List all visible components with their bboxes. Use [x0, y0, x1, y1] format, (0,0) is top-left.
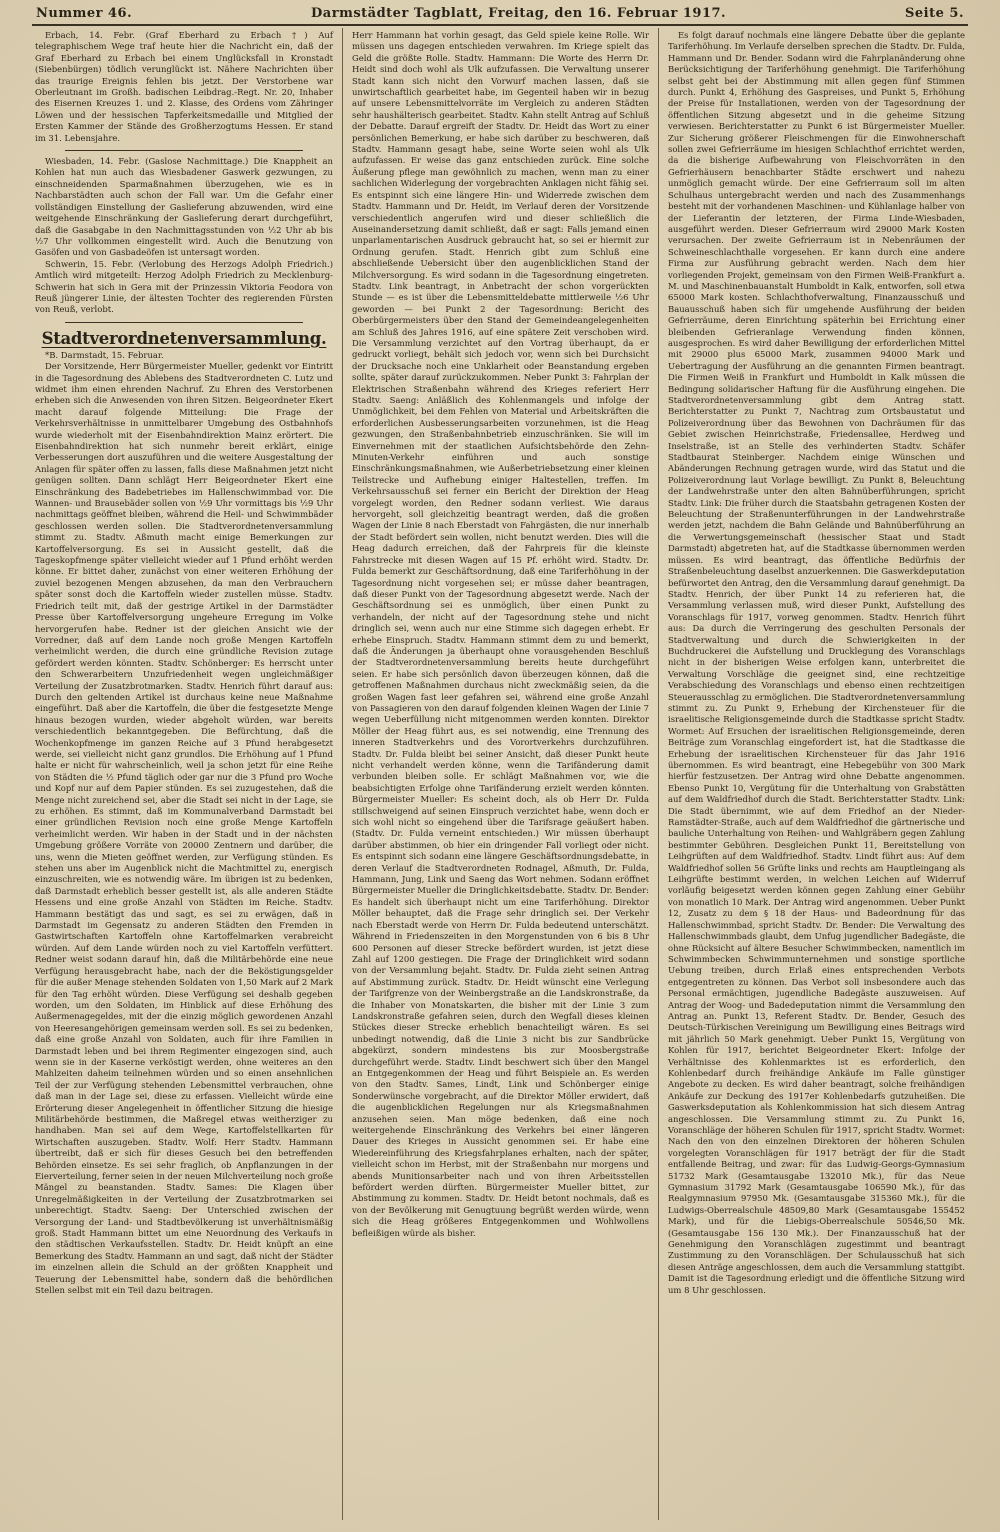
article-wiesbaden: Wiesbaden, 14. Febr. (Gaslose Nachmittage.) Die Knappheit an Kohlen hat nun auch das Wiesbadener Gaswerk gezwungen, zu einschneidenden Sparmaßnahmen überzugehen, wie es in Nachbarstädten auch schon der Fall war. Um die Gefahr einer vollständigen Einstellung der Gaslieferung abzuwenden, wird eine weitgehende Einschränkung der Gaslieferung derart durchgeführt, daß die Gasabgabe in den Nachmittagsstunden von ½2 Uhr ab bis ½7 Uhr vollkommen eingestellt wird. Auch die Benutzung von Gasöfen und von Gasbadeöfen ist untersagt worden. — [35, 156, 333, 258]
page-number: Seite 5. — [905, 6, 964, 21]
page-header — [32, 6, 968, 26]
article-schwerin: Schwerin, 15. Febr. (Verlobung des Herzogs Adolph Friedrich.) Amtlich wird mitgeteilt: Herzog Adolph Friedrich zu Mecklenburg-Schwerin hat sich in Gera mit der Prinzessin Viktoria Feodora von Reuß jüngerer Linie, der ältesten Tochter des regierenden Fürsten von Reuß, verlobt. — [35, 258, 333, 315]
assembly-report-part-1: Der Vorsitzende, Herr Bürgermeister Mueller, gedenkt vor Eintritt in die Tagesordnung des Ablebens des Stadtverordneten C. Lutz und widmet ihm einen ehrenden Nachruf. Zu Ehren des Verstorbenen erheben sich die Anwesenden von ihren Sitzen. Beigeordneter Ekert macht darauf folgende Mitteilung: Die Frage der Verkehrsverhältnisse in unmittelbarer Umgebung des Ostbahnhofs wurde wiederholt mit der Eisenbahndirektion Mainz erörtert. Die Eisenbahndirektion hat sich nunmehr bereit erklärt, einige Verbesserungen dort auszuführen und die weitere Ausgestaltung der Anlagen für später offen zu lassen, falls diese Maßnahmen jetzt nicht genügen sollten. Dann schlägt Herr Beigeordneter Ekert eine Einschränkung des Badebetriebes im Hallenschwimmbad vor. Die Wannen- und Brausebäder sollen von ½9 Uhr vormittags bis ½9 Uhr nachmittags geöffnet bleiben, während die Heil- und Schwimmbäder geschlossen werden sollen. Die Stadtverordnetenversammlung stimmt zu. Stadtv. Aßmuth macht einige Bemerkungen zur Kartoffelversorgung. Es sei in Aussicht gestellt, daß die Tageskopfmenge später vielleicht wieder auf 1 Pfund erhöht werden könne. Er bittet daher, zunächst von einer weiteren Erhöhung der zuviel bezogenen Mengen abzusehen, da man den Verbrauchern später sonst doch die Kartoffeln wieder zustellen müsse. Stadtv. Friedrich teilt mit, daß der gestrige Artikel in der Darmstädter Presse über Kartoffelversorgung ungeheure Erregung im Volke hervorgerufen habe. Redner ist der gleichen Ansicht wie der Vorredner, daß auf dem Lande noch große Mengen Kartoffeln verheimlicht werden, die durch eine gründliche Revision zutage gefördert werden könnten. Stadtv. Schönberger: Es herrscht unter den Schwerarbeitern Unzufriedenheit wegen ungleichmäßiger Verteilung der Zusatzbrotmarken. Stadtv. Henrich führt darauf aus: Durch den geltenden Artikel ist durchaus keine neue Maßnahme eingeführt. Daß aber die Kartoffeln, die über die festgesetzte Menge hinaus bezogen wurden, wieder abgeholt würden, war bereits verschiedentlich bekanntgegeben. Die Befürchtung, daß die Wochenkopfmenge im ganzen Reiche auf 3 Pfund herabgesetzt werde, sei vielleicht nicht ganz grundlos. Die Erhöhung auf 1 Pfund halte er nicht für wahrscheinlich, weil ja schon jetzt für eine Reihe von Städten die ½ Pfund täglich oder gar nur die 3 Pfund pro Woche und Kopf nur auf dem Papier stünden. Es sei zuzugestehen, daß die Menge nicht zureichend sei, aber die Stadt sei nicht in der Lage, sie zu erhöhen. Es stimmt, daß im Kommunalverband Darmstadt bei einer gründlichen Revision noch eine große Menge Kartoffeln verheimlicht werden. Wir haben in der Stadt und in der nächsten Umgebung größere Vorräte von 20000 Zentnern und darüber, die uns, wenn die Mieten geöffnet werden, zur Verfügung stünden. Es stehen uns aber im Augenblick nicht die Machtmittel zu, energisch einzuschreiten, wie es notwendig wäre. Im übrigen ist zu bedenken, daß Darmstadt erheblich besser gestellt ist, als alle anderen Städte Hessens und eine große Anzahl von Städten im Reiche. Stadtv. Hammann bestätigt das und sagt, es sei zu erwägen, daß in Darmstadt im Gegensatz zu anderen Städten den Fremden in Gastwirtschaften Kartoffeln ohne Kartoffelmarken verabreicht würden. Auf dem Lande würden noch zu viel Kartoffeln verfüttert. Redner weist sodann darauf hin, daß die Militärbehörde eine neue Verfügung herausgebracht habe, nach der die Beköstigungsgelder für die außer Menage stehenden Soldaten von 1,50 Mark auf 2 Mark für den Tag erhöht würden. Diese Verfügung sei deshalb gegeben worden, um den Soldaten, im Hinblick auf diese Erhöhung des Außermenagegeldes, mit der die einzig möglich gewordenen Anzahl von Heeresangehörigen gemeinsam werden soll. Es sei zu bedenken, daß eine große Anzahl von Soldaten, auch für ihre Familien in Darmstadt leben und bei ihrem Regimenter eingezogen sind, auch wenn sie in der Kaserne verköstigt werden, ohne weiteres an den Mahlzeiten daheim teilnehmen würden und so einen ansehnlichen Teil der zur Verfügung stehenden Lebensmittel verbrauchen, ohne daß man in der Lage sei, diese zu erfassen. Vielleicht würde eine Erörterung dieser Angelegenheit in öffentlicher Sitzung die hiesige Militärbehörde bestimmen, die Maßregel etwas weitherziger zu handhaben. Man sei auf dem Wege, Kartoffelstellkarten für Wirtschaften auszugeben. Stadtv. Wolf: Herr Stadtv. Hammann übertreibt, daß er sich für dieses Gesuch bei den betreffenden Behörden einsetze. Es sei sehr fraglich, ob Anpflanzungen in der Eierverteilung, ferner seien in der neuen Milchverteilung noch große Mängel zu beanstanden. Stadtv. Sames: Die Klagen über Unregelmäßigkeiten in der Verteilung der Zusatzbrotmarken sei unberechtigt. Stadtv. Saeng: Der Unterschied zwischen der Versorgung der Land- und Stadtbevölkerung ist unverhältnismäßig groß. Stadt Hammann bittet um eine Neuordnung des Verkaufs in den städtischen Verkaufsstellen. Stadtv. Dr. Heidt knüpft an eine Bemerkung des Stadtv. Hammann an und sagt, daß nicht der Städter im einzelnen allein die Schuld an der größten Knappheit und Teuerung der Lebensmittel habe, sondern daß die behördlichen Stellen selbst mit ein Teil dazu beitragen. — [35, 361, 333, 1296]
article-columns — [26, 28, 974, 1520]
divider — [65, 150, 303, 151]
newspaper-title-date: Darmstädter Tagblatt, Freitag, den 16. Februar 1917. — [311, 6, 727, 21]
dateline: *B. Darmstadt, 15. Februar. — [45, 349, 164, 360]
issue-number: Nummer 46. — [36, 6, 133, 21]
article-erbach: Erbach, 14. Febr. (Graf Eberhard zu Erbach †) Auf telegraphischem Wege traf heute hier die Nachricht ein, daß der Graf Eberhard zu Erbach bei einem Unglücksfall in Kronstadt (Siebenbürgen) tödlich verunglückt ist. Nähere Nachrichten über das traurige Ereignis fehlen bis jetzt. Der Verstorbene war Oberleutnant im Großh. badischen Leibdrag.-Regt. Nr. 20, Inhaber des Eisernen Kreuzes 1. und 2. Klasse, des Ordens vom Zähringer Löwen und der hessischen Tapferkeitsmedaille und Mitglied der Ersten Kammer der Stände des Großherzogtums Hessen. Er stand im 31. Lebensjahre. — [35, 30, 333, 143]
assembly-report-part-2: Herr Hammann hat vorhin gesagt, das Geld spiele keine Rolle. Wir müssen uns dagegen entschieden verwahren. Im Kriege spielt das Geld die größte Rolle. Stadtv. Hammann: Die Worte des Herrn Dr. Heidt sind doch wohl als Ulk aufzufassen. Die Verwaltung unserer Stadt kann sich nicht den Vorwurf machen lassen, daß sie unwirtschaftlich gearbeitet habe, im Gegenteil haben wir in bezug auf unsere Lebensmittelvorräte im Vergleich zu anderen Städten sehr haushälterisch gearbeitet. Stadtv. Kahn stellt Antrag auf Schluß der Debatte. Darauf ergreift der Stadtv. Dr. Heidt das Wort zu einer persönlichen Bemerkung, er habe sich darüber zu beschweren, daß Stadtv. Hammann gesagt habe, seine Worte seien wohl als Ulk aufzufassen. Er weise das ganz entschieden zurück. Eine solche Äußerung pflege man gewöhnlich zu machen, wenn man zu einer sachlichen Widerlegung der vorgebrachten Anklagen nicht fähig sei. Es entspinnt sich eine längere Hin- und Widerrede zwischen dem Stadtv. Hammann und Dr. Heidt, im Verlauf deren der Vorsitzende verschiedentlich angerufen wird und dieser schließlich die Auseinandersetzung damit schließt, daß er sagt: Falls jemand einen unparlamentarischen Ausdruck gebraucht hat, so sei er hiermit zur Ordnung gerufen. Stadt. Henrich gibt zum Schluß eine abschließende Uebersicht über den augenblicklichen Stand der Milchversorgung. Es wird sodann in die Tagesordnung eingetreten. Stadtv. Link beantragt, in Anbetracht der schon vorgerückten Stunde — es ist über die Lebensmitteldebatte mittlerweile ½6 Uhr geworden — bei Punkt 2 der Tagesordnung: Bericht des Oberbürgermeisters über den Stand der Gemeindeangelegenheiten am Schluß des Jahres 1916, auf eine spätere Zeit verschoben wird. Die Versammlung verzichtet auf den Vortrag überhaupt, da er gedruckt vorliegt, behält sich jedoch vor, wenn sich bei Durchsicht der Drucksache noch eine Unklarheit oder Beanstandung ergeben sollte, später darauf zurückzukommen. Neber Punkt 3: Fahrplan der Elektrischen Straßenbahn während des Krieges referiert Herr Stadtv. Saeng: Anläßlich des Kohlenmangels und infolge der Unmöglichkeit, bei dem Fehlen von Material und Arbeitskräften die erforderlichen Ausbesserungsarbeiten vorzunehmen, ist die Heag gezwungen, den Straßenbahnbetrieb einzuschränken. Sie will im Einvernehmen mit der staatlichen Aufsichtsbehörde den Zehn-Minuten-Verkehr einführen und auch sonstige Einschränkungsmaßnahmen, wie Außerbetriebsetzung einer kleinen Teilstrecke und Aufhebung einiger Haltestellen, treffen. Im Verkehrsausschuß sei ferner ein Bericht der Direktion der Heag vorgelegt worden, den Redner sodann verliest. Wie daraus hervorgeht, soll gleichzeitig beantragt werden, daß die großen Wagen der Linie 8 nach Eberstadt von Fahrgästen, die nur innerhalb der Stadt befördert sein wollen, nicht benutzt werden. Dies will die Heag dadurch erreichen, daß der Fahrpreis für die kleinste Fahrstrecke mit diesen Wagen auf 15 Pf. erhöht wird. Stadtv. Dr. Fulda bemerkt zur Geschäftsordnung, daß eine Tariferhöhung in der Tagesordnung nicht vorgesehen sei; er müsse daher beantragen, daß dieser Punkt von der Tagesordnung abgesetzt werde. Nach der Geschäftsordnung sei es unmöglich, über einen Punkt zu verhandeln, der nicht auf der Tagesordnung stehe und nicht dringlich sei, wenn auch nur eine Stimme sich dagegen erhebt. Er erhebe Einspruch. Stadtv. Hammann stimmt dem zu und bemerkt, daß die Änderungen ja überhaupt ohne vorausgehenden Beschluß der Stadtverordnetenversammlung bereits heute durchgeführt seien. Er habe sich persönlich davon überzeugen können, daß die getroffenen Maßnahmen durchaus nicht zweckmäßig seien, da die großen Wagen fast leer gefahren sei, während eine große Anzahl von Passagieren von den darauf folgenden kleinen Wagen der Linie 7 wegen Ueberfüllung nicht mitgenommen werden konnten. Direktor Möller der Heag führt aus, es sei notwendig, eine Trennung des inneren Stadtverkehrs und des Vorortverkehrs durchzuführen. Stadtv. Dr. Fulda bleibt bei seiner Ansicht, daß dieser Punkt heute nicht verhandelt werden könne, wenn die Tarifänderung damit verbunden bleiben solle. Er schlägt Maßnahmen vor, wie die beabsichtigten Erfolge ohne Tarifänderung erzielt werden könnten. Bürgermeister Mueller: Es scheint doch, als ob Herr Dr. Fulda stillschweigend auf seinen Einspruch verzichtet habe, wenn doch er sich wohl nicht so eingehend über die Tarifsrage geäußert haben. (Stadtv. Dr. Fulda verneint entschieden.) Wir müssen überhaupt darüber abstimmen, ob hier ein dringender Fall vorliegt oder nicht. Es entspinnt sich sodann eine längere Geschäftsordnungsdebatte, in deren Verlauf die Stadtverordneten Rodnagel, Aßmuth, Dr. Fulda, Hammann, Jung, Link und Saeng das Wort nehmen. Sodann eröffnet Bürgermeister Mueller die Dringlichkeitsdebatte. Stadtv. Dr. Bender: Es handelt sich überhaupt nicht um eine Tariferhöhung. Direktor Möller behauptet, daß die Frage sehr dringlich sei. Der Verkehr nach Eberstadt werde von Herrn Dr. Fulda bedeutend unterschätzt. Während in Friedenszeiten in den Morgenstunden von 6 bis 8 Uhr 600 Personen auf dieser Strecke befördert wurden, ist jetzt diese Zahl auf 1200 gestiegen. Die Frage der Dringlichkeit wird sodann von der Versammlung bejaht. Stadtv. Dr. Fulda zieht seinen Antrag auf Abstimmung zurück. Stadtv. Dr. Heidt wünscht eine Verlegung der Tarifgrenze von der Weinbergstraße an die Landskronstraße, da die Inhaber von Monatskarten, die bisher mit der Linie 3 zum Landskronstraße gefahren seien, durch den Wegfall dieses kleinen Stückes dieser Strecke erheblich benachteiligt wären. Es sei unbedingt notwendig, daß die Linie 3 nicht bis zur Sandbrücke abgekürzt, sondern mindestens bis zur Moosbergstraße durchgeführt werde. Stadtv. Lindt beschwert sich über den Mangel an Entgegenkommen der Heag und führt Beispiele an. Es werden von den Stadtv. Sames, Lindt, Link und Schönberger einige Sonderwünsche vorgebracht, auf die Direktor Möller erwidert, daß die augenblicklichen Regelungen nur als Kriegsmaßnahmen anzusehen seien. Man möge bedenken, daß eine noch weitergehende Einschränkung des Verkehrs bei einer längeren Dauer des Krieges in Aussicht genommen sei. Er habe eine Wiedereinführung des Kriegsfahrplanes erhalten, nach der später, vielleicht schon im Herbst, mit der Straßenbahn nur morgens und abends Munitionsarbeiter nach und von ihren Arbeitsstellen befördert werden dürften. Bürgermeister Mueller bittet, zur Abstimmung zu kommen. Stadtv. Dr. Heidt betont nochmals, daß es von der Bevölkerung mit Genugtuung begrüßt werden würde, wenn sich die Heag größeres Entgegenkommen und Wohlwollens befleißigen würde als bisher. — [352, 30, 649, 1238]
column-1 — [26, 28, 342, 1520]
divider — [65, 322, 303, 323]
column-2 — [342, 28, 658, 1520]
column-3 — [658, 28, 974, 1520]
assembly-report-part-3: Es folgt darauf nochmals eine längere Debatte über die geplante Tariferhöhung. Im Verlaufe derselben sprechen die Stadtv. Dr. Fulda, Hammann und Dr. Bender. Sodann wird die Fahrplanänderung ohne Berücksichtigung der Tariferhöhung genehmigt. Die Tariferhöhung selbst geht bei der Abstimmung mit allen gegen fünf Stimmen durch. Punkt 4, Erhöhung des Gaspreises, und Punkt 5, Erhöhung der Preise für Installationen, werden von der Tagesordnung der öffentlichen Sitzung abgesetzt und in die geheime Sitzung verwiesen. Berichterstatter zu Punkt 6 ist Bürgermeister Mueller. Zur Sicherung größerer Fleischmengen für die Einwohnerschaft sollen zwei Gefrierräume im hiesigen Schlachthof errichtet werden, da die bisherige Aufbewahrung von Fleischvorräten in den Gefrierhäusern benachbarter Städte erschwert und nahezu unmöglich gemacht würde. Der eine Gefrierraum soll im alten Schulhaus untergebracht werden und nach des Zusammenhangs besteht mit der vorhandenen Maschinen- und Kühlanlage halber von der Lieferantin der letzteren, der Firma Linde-Wiesbaden, ausgeführt werden. Dieser Gefrierraum wird 29000 Mark Kosten verursachen. Der zweite Gefrierraum ist in Nebenräumen der Schweineschlachthalle vorgesehen. Er kann durch eine andere Firma zur Ausführung gebracht werden. Nach dem hier vorliegenden Projekt, gemeinsam von den Firmen Weiß-Frankfurt a. M. und Maschinenbauanstalt Humboldt in Kalk, entworfen, soll etwa 65000 Mark kosten. Schlachthofverwaltung, Finanzausschuß und Bauausschuß haben sich für umgehende Ausführung der beiden Gefrierräume, deren Einrichtung späterhin bei Errichtung einer bleibenden Gefrieranlage Verwendung finden können, ausgesprochen. Es wird daher Bewilligung der erforderlichen Mittel mit 29000 plus 65000 Mark, zusammen 94000 Mark und Uebertragung der Ausführung an die genannten Firmen beantragt. Die Firmen Weiß in Frankfurt und Humboldt in Kalk müssen die Bedingung solidarischer Haftung für die Ausführung eingehen. Die Stadtverordnetenversammlung gibt dem Antrag statt. Berichterstatter zu Punkt 7, Nachtrag zum Ortsbaustatut und Polizeiverordnung über das Bewohnen von Dachräumen für das Gebiet zwischen Heinrichstraße, Friedensallee, Herdweg und Inselstraße, ist an Stelle des verhinderten Stadtv. Schäfer Stadtbaurat Steinberger. Nachdem einige Wünschen und Abänderungen Rechnung getragen wurde, wird das Statut und die Polizeiverordnung laut Vorlage bewilligt. Zu Punkt 8, Beleuchtung der Landwehrstraße unter den alten Bahnüberführungen, spricht Stadtv. Link: Die früher durch die Staatsbahn getragenen Kosten der Beleuchtung der Straßenunterführungen in der Landwehrstraße werden jetzt, nachdem die Bahn Gelände und Bahnüberführung an die Verwertungsgemeinschaft (hessischer Staat und Stadt Darmstadt) abgetreten hat, auf die Stadtkasse übernommen werden müssen. Es wird beantragt, das öffentliche Bedürfnis der Straßenbeleuchtung daselbst anzuerkennen. Die Gaswerkdeputation befürwortet den Antrag, den die Versammlung darauf genehmigt. Da Stadtv. Henrich, der über Punkt 14 zu referieren hat, die Versammlung verlassen muß, wird dieser Punkt, Aufstellung des Voranschlags für 1917, vorweg genommen. Stadtv. Henrich führt aus: Da durch die Verringerung des geschulten Personals der Stadtverwaltung und durch die Schwierigkeiten in der Buchdruckerei die Aufstellung und Drucklegung des Voranschlags nicht in der bisherigen Weise erfolgen kann, unterbreitet die Verwaltung Vorschläge die geeignet sind, eine rechtzeitige Verabschiedung des Voranschlags und ebenso einen rechtzeitigen Steuerausschlag zu ermöglichen. Die Stadtverordnetenversammlung stimmt zu. Zu Punkt 9, Erhebung der Kirchensteuer für die israelitische Religionsgemeinde durch die Stadtkasse spricht Stadtv. Wormet: Auf Ersuchen der israelitischen Religionsgemeinde, deren Beiträge zum Voranschlag eingefordert ist, hat die Stadtkasse die Erhebung der israelitischen Kirchensteuer für das Jahr 1916 übernommen. Es wird beantragt, eine Hebegebühr von 300 Mark hierfür festzusetzen. Der Antrag wird ohne Debatte angenommen. Ebenso Punkt 10, Vergütung für die Unterhaltung von Grabstätten auf dem Waldfriedhof durch die Stadt. Berichterstatter Stadtv. Link: Die Stadt übernimmt, wie auf dem Friedhof an der Nieder-Ramstädter-Straße, auch auf dem Waldfriedhof die gärtnerische und bauliche Unterhaltung von Reihen- und Wahlgräbern gegen Zahlung bestimmter Gebühren. Desgleichen Punkt 11, Bereitstellung von Leihgrüften auf dem Waldfriedhof. Stadtv. Lindt führt aus: Auf dem Waldfriedhof sollen 56 Grüfte links und rechts am Hauptleingang als Leihgrüfte bestimmt werden, in welchen Leichen auf Widerruf vorläufig beigesetzt werden können gegen Zahlung einer Gebühr von monatlich 10 Mark. Der Antrag wird angenommen. Ueber Punkt 12, Zusatz zu dem § 18 der Haus- und Badeordnung für das Hallenschwimmbad, spricht Stadtv. Dr. Bender: Die Verwaltung des Hallenschwimmbads glaubt, dem Unfug jugendlicher Badegäste, die ohne Rücksicht auf ältere Besucher Schwimmbecken, namentlich im Schwimmbecken Schwimmunternehmen und sonstige sportliche Uebung treiben, durch Erlaß eines entsprechenden Verbots entgegentreten zu können. Das Verbot soll insbesondere auch das Personal ermächtigen, jugendliche Badegäste auszuweisen. Auf Antrag der Woog- und Badedeputation nimmt die Versammlung den Antrag an. Punkt 13, Referent Stadtv. Dr. Bender, Gesuch des Deutsch-Türkischen Vereinigung um Bewilligung eines Beitrags wird mit jährlich 50 Mark genehmigt. Ueber Punkt 15, Vergütung von Kohlen für 1917, berichtet Beigeordneter Ekert: Infolge der Verhältnisse des Kohlenmarktes ist es erforderlich, den Kohlenbedarf durch freihändige Ankäufe im Falle günstiger Angebote zu decken. Es wird daher beantragt, solche freihändigen Ankäufe zur Deckung des 1917er Kohlenbedarfs gutzuheißen. Die Gaswerksdeputation als Kohlenkommission hat sich diesem Antrag angeschlossen. Die Versammlung stimmt zu. Zu Punkt 16, Voranschläge der höheren Schulen für 1917, spricht Stadtv. Wormet: Nach den von den einzelnen Direktoren der höheren Schulen vorgelegten Voranschlägen für 1917 beträgt der für die Stadt entfallende Beitrag, und zwar: für das Ludwig-Georgs-Gymnasium 51732 Mark (Gesamtausgabe 132010 Mk.), für das Neue Gymnasium 31792 Mark (Gesamtausgabe 106590 Mk.), für das Realgymnasium 97950 Mk. (Gesamtausgabe 315360 Mk.), für die Ludwigs-Oberrealschule 48509,80 Mark (Gesamtausgabe 155452 Mark), und für die Liebigs-Oberrealschule 50546,50 Mk. (Gesamtausgabe 156 130 Mk.). Der Finanzausschuß hat der Genehmigung den Voranschlägen zugestimmt und beantragt Zustimmung zu den Voranschlägen. Der Schulausschuß hat sich diesen Anträge angeschlossen, dem auch die Versammlung stattgibt. Damit ist die Tagesordnung erledigt und die öffentliche Sitzung wird um 8 Uhr geschlossen. — [668, 30, 965, 1295]
section-heading: Stadtverordnetenversammlung. — [41, 328, 327, 348]
